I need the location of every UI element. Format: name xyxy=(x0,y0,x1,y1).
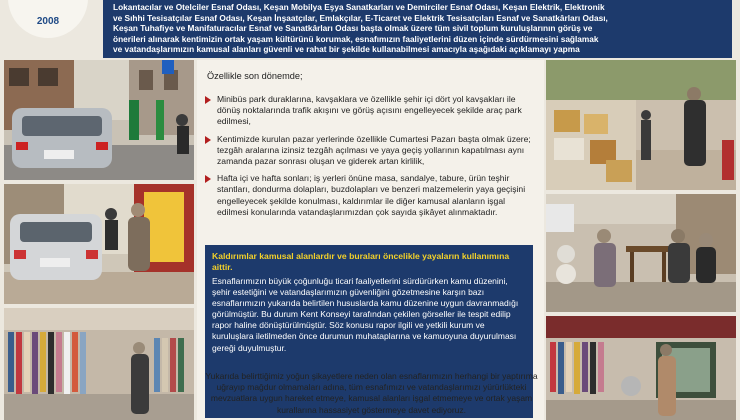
list-item-text: Minibüs park duraklarına, kavşaklara ve özellikle şehir içi dört yol kavşakları ile dönüş noktalarında trafik akışını ve görüş açısını engelleyecek şekilde araç park edilmesi, xyxy=(217,94,522,127)
list-item-text: Kentimizde kurulan pazar yerlerinde özellikle Cumartesi Pazarı başta olmak üzere; tezgâh aralarına izinsiz tezgâh açılması ve yaya geçiş yollarının kapatılması aynı zamanda pazar sonrası oluşan ve giderek artan kirlilik, xyxy=(217,133,531,167)
intro-line: önerileri alınarak kentimizin ortak yaşam kültürünü korumak, esnafımızın faaliyetlerini düzen içinde sürdürmesini sağlamak xyxy=(113,33,599,44)
list-item xyxy=(205,94,535,128)
photo-shopfront-racks xyxy=(546,316,736,420)
organization-logo xyxy=(8,0,88,38)
list-item xyxy=(205,134,535,168)
photo-car-pedestrians xyxy=(4,184,194,304)
photo-cafe-tables-sidewalk xyxy=(546,194,736,312)
complaint-list xyxy=(205,94,535,224)
closing-paragraph: Yukarıda belirttiğimiz yoğun şikayetlere neden olan esnaflarımızın herhangi bir yaptırıma uğrayıp mağdur olmamaları adına, tüm esnafımızı ve vatandaşlarımızı yürürlükteki mevzuatlara uygun hareket etmeye, kamusal alanları işgal etmemeye ve ortak yaşam kurallarına hassasiyet göstermeye davet ediyoruz. xyxy=(205,371,538,415)
bullet-arrow-icon xyxy=(205,96,211,104)
center-text-panel xyxy=(197,60,544,420)
logo-year: 2008 xyxy=(36,16,60,27)
intro-text-box xyxy=(103,0,732,58)
intro-line: ve vatandaşlarımızın kamusal alanları güvenli ve rahat bir şekilde kullanabilmesi amacıyla aşağıdaki açıklamayı yapma xyxy=(113,44,580,55)
intro-line: Keşan Tuhafiye ve Manifaturacılar Esnaf ve Sanatkârları Odası başta olmak üzere tüm sivil toplum kuruluşlarının görüş ve xyxy=(113,23,593,34)
photo-parked-cars-street xyxy=(4,60,194,180)
bullet-arrow-icon xyxy=(205,175,211,183)
bullet-arrow-icon xyxy=(205,136,211,144)
header-banner xyxy=(0,0,740,58)
intro-line: ve Sıhhi Tesisatçılar Esnaf Odası, Keşan İnşaatçılar, Emlakçılar, E-Ticaret ve Elektrik Tesisatçıları Esnaf ve Sanatkârları Odası, xyxy=(113,12,608,23)
notice-body: Esnaflarımızın büyük çoğunluğu ticari faaliyetlerini sürdürürken kamu düzenini, şehir estetiğini ve vatandaşlarımızın güvenliğini gözetmesine karşın bazı esnaflarımızın yukarıda belirtilen hususlarda kamu düzenine uygun davranmadığı görülmüştür. Bu durum Kent Konseyi tarafından çekilen görseller ile tespit edilip rapor haline dönüştürülmüştür. Söz konusu rapor ilgili ve yetkili kurum ve kuruluşlara iletilmeden önce durumun muhataplarına ve kamuoyuna duyurulması gereği duyulmuştur. xyxy=(212,276,519,353)
photo-clothing-racks xyxy=(4,308,194,420)
photo-market-stalls xyxy=(546,60,736,190)
intro-line: Lokantacılar ve Otelciler Esnaf Odası, Keşan Mobilya Eşya Sanatkarları ve Demirciler Esnaf Odası, Keşan Elektrik, Elektronik xyxy=(113,2,605,12)
list-item xyxy=(205,173,535,218)
list-item-text: Hafta içi ve hafta sonları; iş yerleri önüne masa, sandalye, tabure, ürün teşhir stantları, dondurma dolapları, buzdolapları ve benzeri malzemelerin yaya geçişini engelleyecek şekilde konulması, kaldırımlar ile diğer kamusal alanların işgal edilmesi konularında vatandaşlarımızdan çok sayıda şikâyet alınmaktadır. xyxy=(217,173,526,217)
notice-title: Kaldırımlar kamusal alanlardır ve buraları öncelikle yayaların kullanımına aittir. xyxy=(212,251,510,272)
intro-heading: Özellikle son dönemde; xyxy=(207,71,303,81)
